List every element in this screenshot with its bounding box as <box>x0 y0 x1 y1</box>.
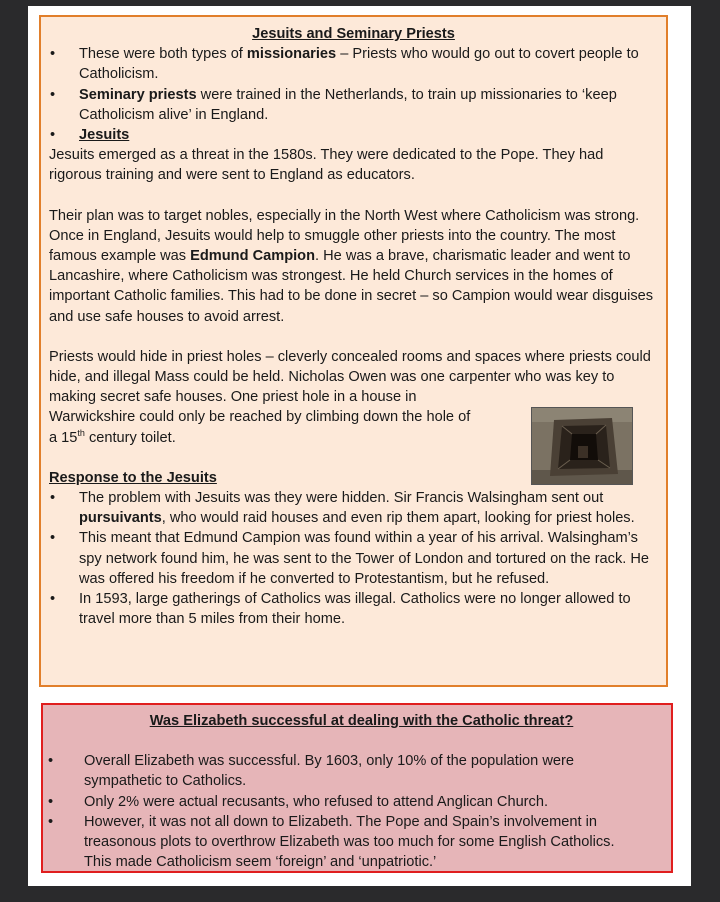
section-title: Jesuits and Seminary Priests <box>252 26 455 42</box>
paragraph-line: a 15th century toilet. <box>49 427 176 446</box>
paragraph: Priests would hide in priest holes – cleverly concealed rooms and spaces where priests could hide, and illegal Mass could be held. Nicholas Owen was one carpenter who was key to making secret safe houses. One priest hole in a house in <box>49 348 651 406</box>
jesuits-section-box <box>39 15 668 687</box>
list-item: • These were both types of missionaries – Priests who would go out to covert people to Catholicism. <box>50 46 639 83</box>
paragraph-line: Warwickshire could only be reached by climbing down the hole of <box>49 409 471 426</box>
list-item: • However, it was not all down to Elizabeth. The Pope and Spain’s involvement in treasonous plots to overthrow Elizabeth was too much for some English Catholics. This made Catholicism seem ‘foreign’ and ‘unpatriotic.’ <box>48 813 615 871</box>
conclusion-section-box <box>41 703 673 873</box>
list-item: • This meant that Edmund Campion was found within a year of his arrival. Walsingham’s spy network found him, he was sent to the Tower of London and tortured on the rack. He was offered his freedom if he converted to Protestantism, but he refused. <box>50 530 650 587</box>
paragraph: Their plan was to target nobles, especially in the North West where Catholicism was strong. Once in England, Jesuits would help to smuggle other priests into the country. The most famous example was Edmund Campion. He was a brave, charismatic leader and went to Lancashire, where Catholicism was strongest. He held Church services in the homes of important Catholic families. This had to be done in secret – so Campion would wear disguises and use safe houses to avoid arrest. <box>49 207 654 325</box>
list-item: • Seminary priests were trained in the Netherlands, to train up missionaries to ‘keep Catholicism alive’ in England. <box>50 86 617 123</box>
response-heading: Response to the Jesuits <box>49 469 217 486</box>
section-title: Was Elizabeth successful at dealing with the Catholic threat? <box>149 713 574 729</box>
jesuits-heading: Jesuits <box>79 127 130 144</box>
list-item: • The problem with Jesuits was they were hidden. Sir Francis Walsingham sent out pursuivants, who would raid houses and even rip them apart, looking for priest holes. <box>50 490 635 527</box>
list-item: • Overall Elizabeth was successful. By 1603, only 10% of the population were sympathetic to Catholics. <box>48 753 574 790</box>
list-item: • Jesuits <box>49 125 658 145</box>
list-item: • In 1593, large gatherings of Catholics was illegal. Catholics were no longer allowed to travel more than 5 miles from their home. <box>50 591 631 628</box>
list-item: • Only 2% were actual recusants, who refused to attend Anglican Church. <box>48 793 549 810</box>
paragraph: Jesuits emerged as a threat in the 1580s. They were dedicated to the Pope. They had rigorous training and were sent to England as educators. <box>49 147 604 184</box>
priest-hole-image <box>531 407 633 485</box>
